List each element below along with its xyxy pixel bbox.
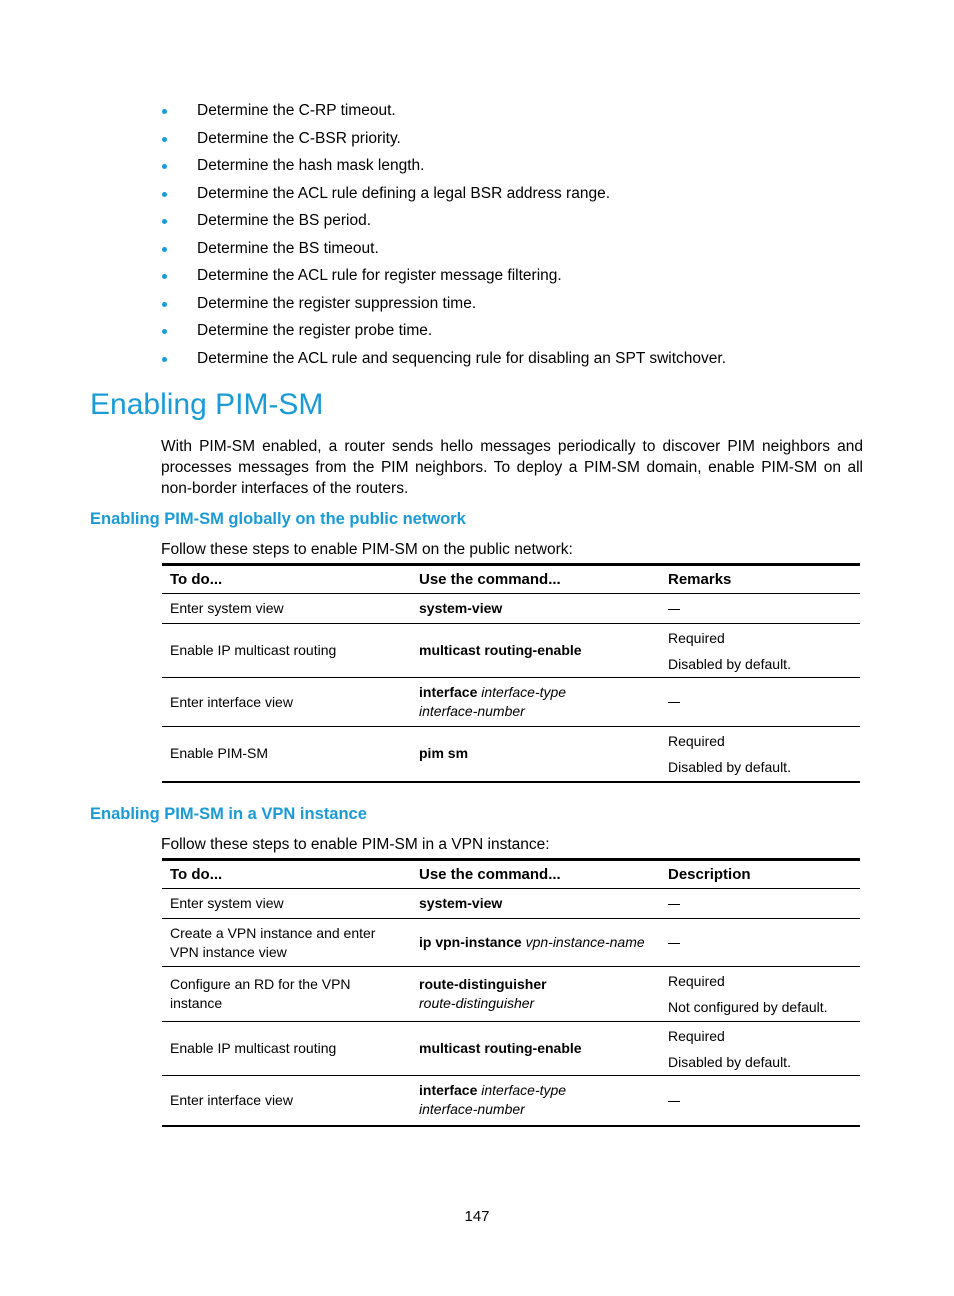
todo-cell: Enter interface view bbox=[162, 1076, 411, 1126]
header-command: Use the command... bbox=[411, 565, 660, 594]
bullet-icon bbox=[162, 357, 167, 362]
bullet-icon bbox=[162, 192, 167, 197]
list-item: Determine the hash mask length. bbox=[161, 152, 881, 180]
dash-mark bbox=[668, 904, 680, 905]
command-argument: vpn-instance-name bbox=[525, 934, 645, 950]
command-cell bbox=[411, 624, 660, 678]
todo-line: Configure an RD for the VPN bbox=[170, 976, 351, 992]
todo-cell: Enter system view bbox=[162, 594, 411, 624]
todo-line: instance bbox=[170, 995, 223, 1011]
bullet-icon bbox=[162, 274, 167, 279]
command-keyword: system-view bbox=[419, 600, 503, 616]
command-cell bbox=[411, 678, 660, 727]
command-argument: interface-number bbox=[419, 1101, 525, 1118]
todo-cell: Enable IP multicast routing bbox=[162, 624, 411, 678]
dash-mark bbox=[668, 943, 680, 944]
description-cell bbox=[660, 919, 860, 967]
remark-default: Not configured by default. bbox=[668, 999, 828, 1015]
command-keyword: route-distinguisher bbox=[419, 976, 547, 992]
subsection-lead-vpn: Follow these steps to enable PIM-SM in a VPN instance: bbox=[161, 836, 550, 853]
command-keyword: multicast routing-enable bbox=[419, 642, 582, 658]
command-cell bbox=[411, 594, 660, 624]
dash-mark bbox=[668, 702, 680, 703]
todo-cell: Enable PIM-SM bbox=[162, 727, 411, 782]
description-cell bbox=[660, 967, 860, 1022]
remark-default: Disabled by default. bbox=[668, 758, 791, 775]
command-keyword: interface bbox=[419, 684, 478, 700]
subsection-title-global: Enabling PIM-SM globally on the public network bbox=[90, 510, 466, 528]
list-item: Determine the ACL rule for register message filtering. bbox=[161, 262, 881, 290]
table-row bbox=[162, 594, 860, 624]
subsection-lead-global: Follow these steps to enable PIM-SM on the public network: bbox=[161, 541, 573, 558]
bullet-list bbox=[161, 97, 881, 372]
bullet-icon bbox=[162, 164, 167, 169]
header-command: Use the command... bbox=[411, 860, 660, 889]
command-keyword: multicast routing-enable bbox=[419, 1040, 582, 1056]
header-todo: To do... bbox=[162, 565, 411, 594]
bullet-icon bbox=[162, 109, 167, 114]
list-item: Determine the ACL rule and sequencing rule for disabling an SPT switchover. bbox=[161, 345, 881, 373]
page-number: 147 bbox=[464, 1208, 490, 1225]
todo-line: Create a VPN instance and enter bbox=[170, 924, 376, 941]
header-todo: To do... bbox=[162, 860, 411, 889]
command-cell bbox=[411, 967, 660, 1022]
table-row bbox=[162, 678, 860, 727]
table-row bbox=[162, 624, 860, 678]
table-header-row bbox=[162, 565, 860, 594]
remark-required: Required bbox=[668, 732, 725, 749]
todo-line: VPN instance view bbox=[170, 943, 287, 960]
header-description: Description bbox=[660, 860, 860, 889]
remark-required: Required bbox=[668, 973, 725, 989]
table-row bbox=[162, 919, 860, 967]
table-row bbox=[162, 967, 860, 1022]
command-keyword: pim sm bbox=[419, 745, 469, 762]
remark-cell bbox=[660, 594, 860, 624]
bullet-icon bbox=[162, 219, 167, 224]
section-intro: With PIM-SM enabled, a router sends hello messages periodically to discover PIM neighbors and processes messages from the PIM neighbors. To deploy a PIM-SM domain, enable PIM-SM on all non-border interfaces of the routers. bbox=[161, 438, 863, 497]
list-item: Determine the BS timeout. bbox=[161, 235, 881, 263]
command-cell bbox=[411, 919, 660, 967]
bullet-icon bbox=[162, 329, 167, 334]
table-row bbox=[162, 727, 860, 782]
remark-required: Required bbox=[668, 1027, 725, 1044]
command-keyword: interface bbox=[419, 1082, 478, 1099]
description-cell bbox=[660, 1076, 860, 1126]
command-keyword: ip vpn-instance bbox=[419, 934, 522, 950]
list-item: Determine the ACL rule defining a legal BSR address range. bbox=[161, 180, 881, 208]
todo-cell: Enter system view bbox=[162, 889, 411, 919]
table-row bbox=[162, 1022, 860, 1076]
table-row bbox=[162, 889, 860, 919]
remark-cell bbox=[660, 727, 860, 782]
command-cell bbox=[411, 1076, 660, 1126]
todo-cell: Enable IP multicast routing bbox=[162, 1022, 411, 1076]
command-cell bbox=[411, 889, 660, 919]
dash-mark bbox=[668, 609, 680, 610]
command-table-vpn bbox=[162, 858, 860, 1127]
todo-cell bbox=[162, 967, 411, 1022]
table-header-row bbox=[162, 860, 860, 889]
bullet-icon bbox=[162, 137, 167, 142]
list-item: Determine the register suppression time. bbox=[161, 290, 881, 318]
command-table-global bbox=[162, 563, 860, 783]
header-remarks: Remarks bbox=[660, 565, 860, 594]
todo-cell: Enter interface view bbox=[162, 678, 411, 727]
section-title: Enabling PIM-SM bbox=[90, 388, 324, 421]
subsection-title-vpn: Enabling PIM-SM in a VPN instance bbox=[90, 805, 367, 823]
command-cell bbox=[411, 727, 660, 782]
todo-cell bbox=[162, 919, 411, 967]
description-cell bbox=[660, 889, 860, 919]
command-argument: interface-type bbox=[481, 1082, 567, 1099]
remark-cell bbox=[660, 624, 860, 678]
command-argument: interface-type bbox=[481, 684, 567, 700]
command-keyword: system-view bbox=[419, 895, 503, 911]
table-row bbox=[162, 1076, 860, 1126]
remark-default: Disabled by default. bbox=[668, 655, 791, 672]
remark-cell bbox=[660, 678, 860, 727]
description-cell bbox=[660, 1022, 860, 1076]
remark-required: Required bbox=[668, 629, 725, 646]
remark-default: Disabled by default. bbox=[668, 1053, 791, 1070]
bullet-icon bbox=[162, 302, 167, 307]
list-item: Determine the C-RP timeout. bbox=[161, 97, 881, 125]
list-item: Determine the C-BSR priority. bbox=[161, 125, 881, 153]
command-cell bbox=[411, 1022, 660, 1076]
list-item: Determine the register probe time. bbox=[161, 317, 881, 345]
list-item: Determine the BS period. bbox=[161, 207, 881, 235]
bullet-icon bbox=[162, 247, 167, 252]
dash-mark bbox=[668, 1101, 680, 1102]
command-argument: interface-number bbox=[419, 703, 525, 719]
command-argument: route-distinguisher bbox=[419, 995, 535, 1011]
